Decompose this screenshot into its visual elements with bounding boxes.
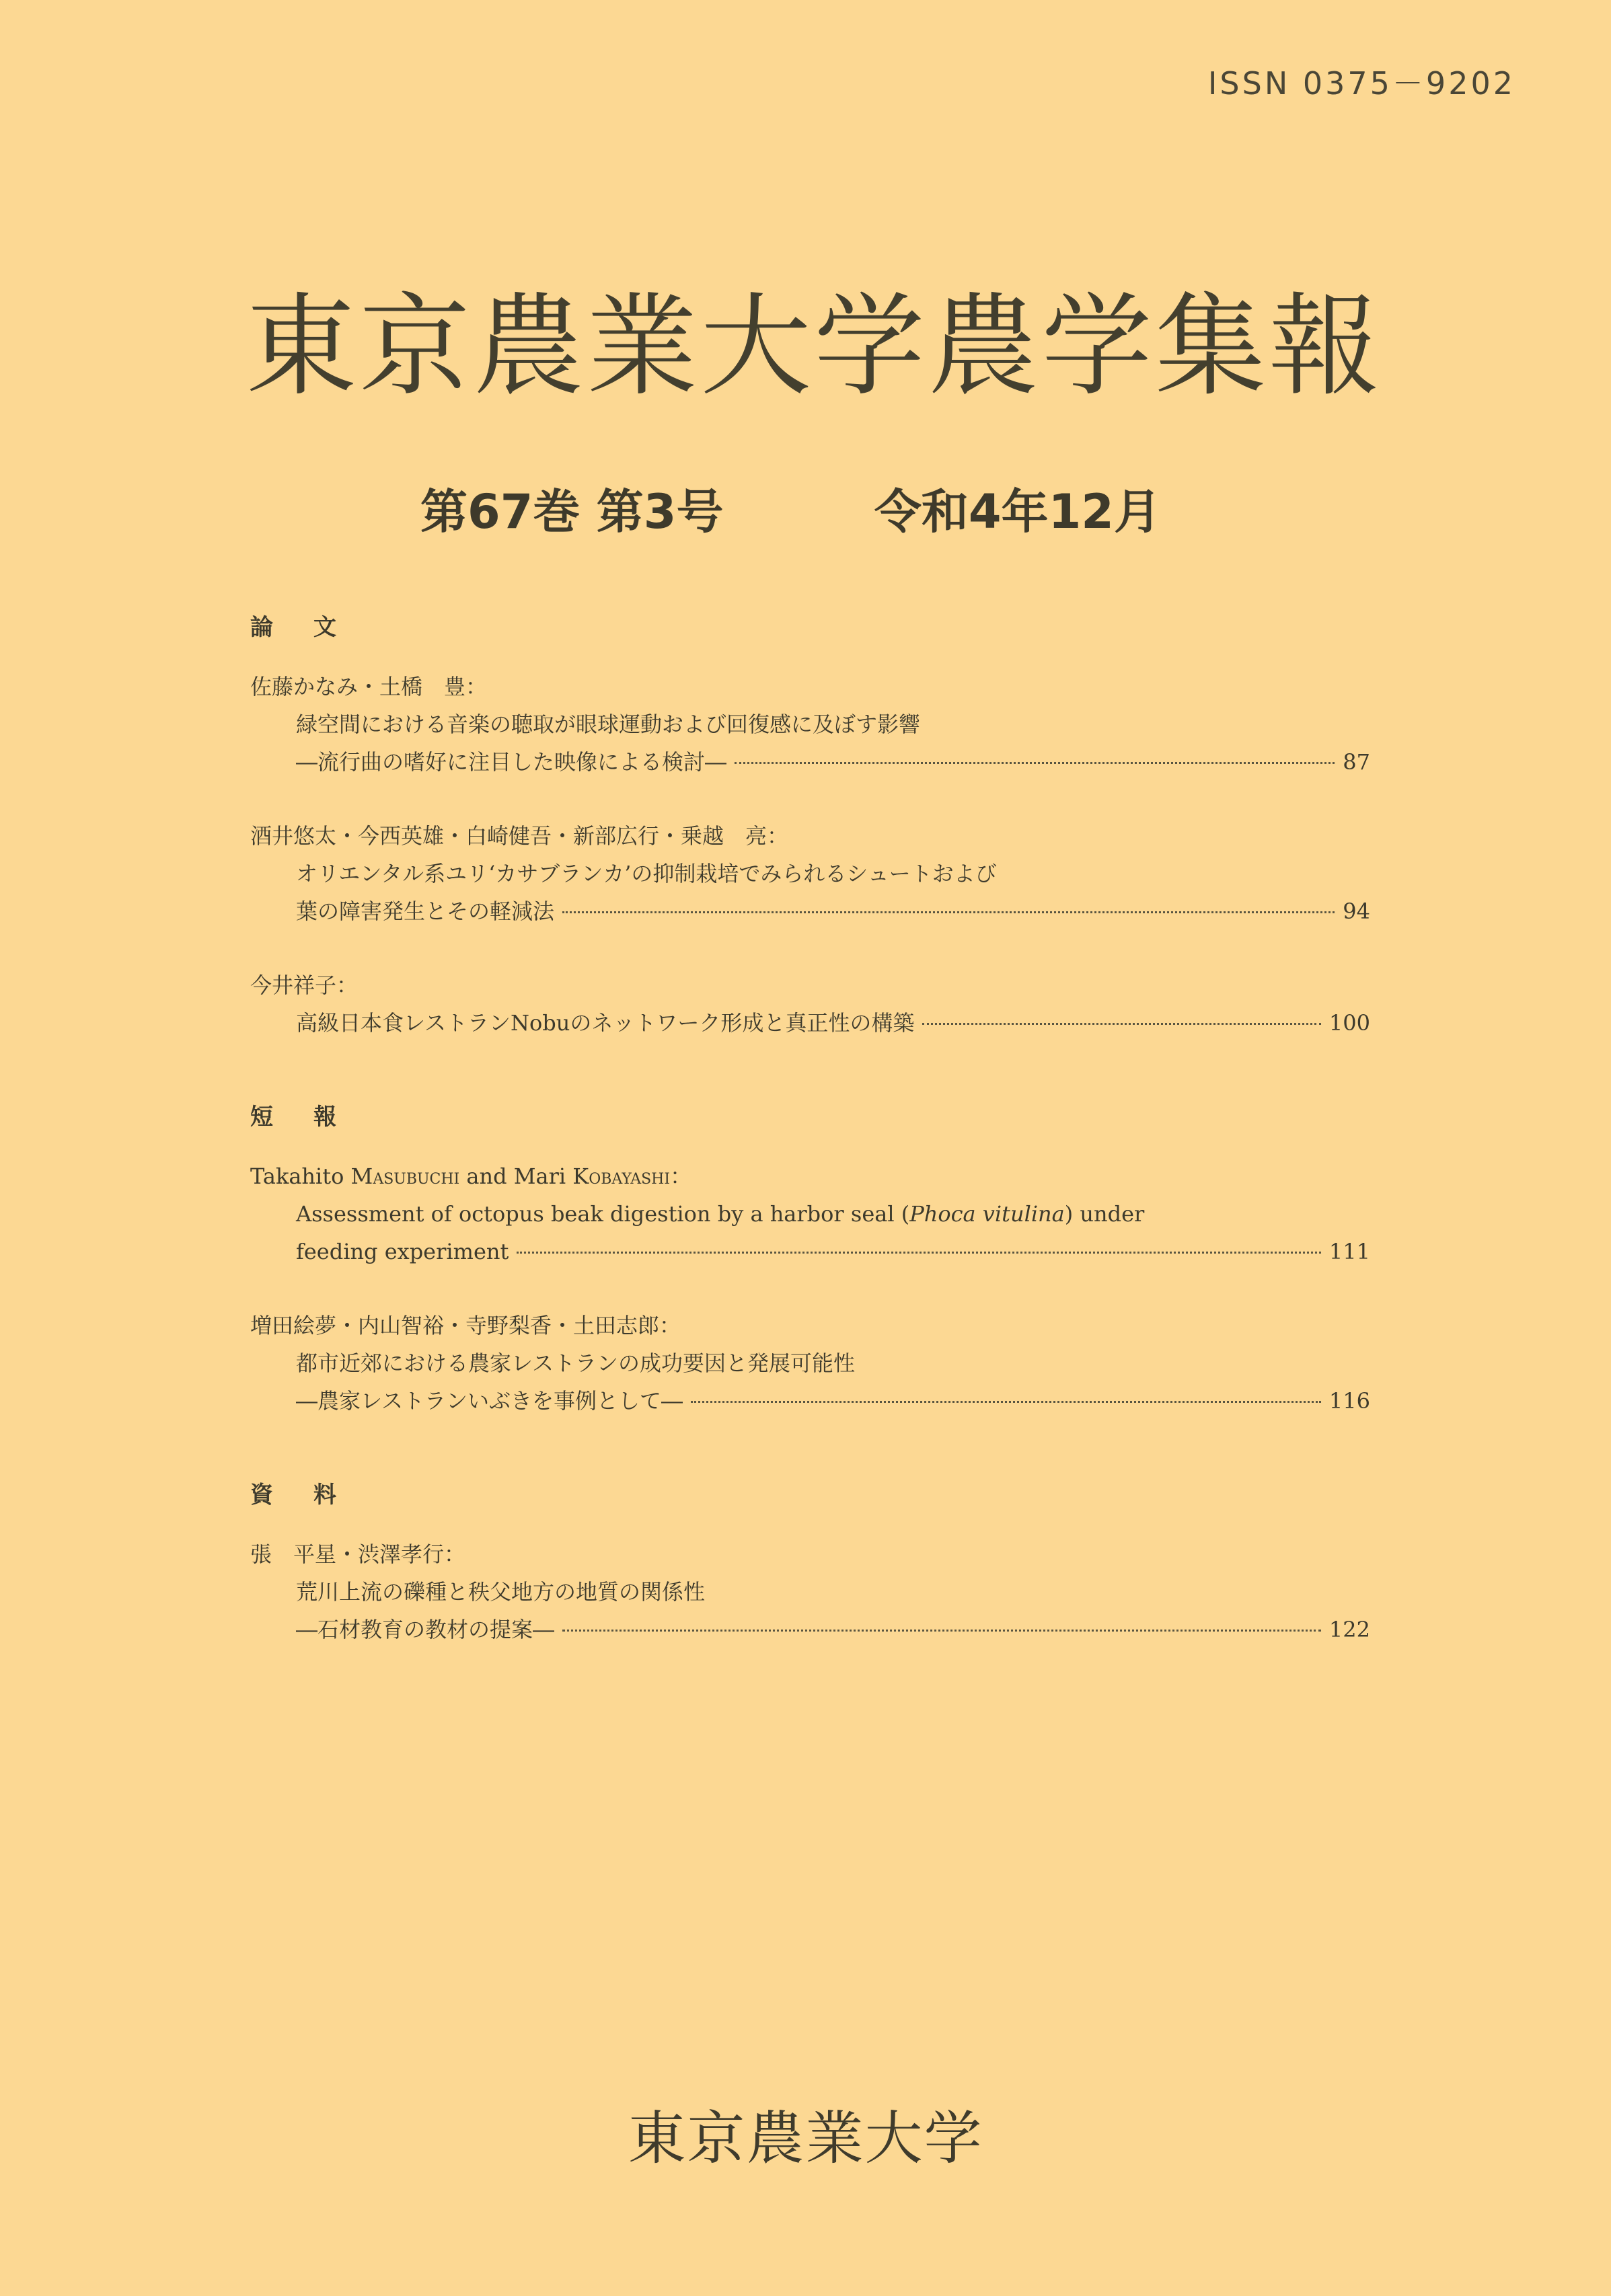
toc-entry — [250, 966, 1370, 1042]
entry-title-text: 葉の障害発生とその軽減法 — [296, 898, 555, 924]
dot-leader — [691, 1401, 1321, 1403]
section-heading-materials: 資料 — [250, 1482, 377, 1508]
entry-authors: 増田絵夢・内山智裕・寺野梨香・土田志郎： — [250, 1313, 681, 1338]
toc-entry — [250, 1535, 1370, 1648]
entry-title-text: ―流行曲の嗜好に注目した映像による検討― — [296, 749, 727, 775]
entry-title-line: 緑空間における音楽の聴取が眼球運動および回復感に及ぼす影響 — [296, 712, 921, 737]
author-family-name: Masubuchi — [350, 1163, 460, 1189]
entry-title-line: オリエンタル系ユリ‘カサブランカ’の抑制栽培でみられるシュートおよび — [296, 861, 997, 886]
toc-entry — [250, 1307, 1370, 1420]
entry-title-text: 高級日本食レストランNobuのネットワーク形成と真正性の構築 — [296, 1010, 915, 1036]
entry-page-number: 100 — [1328, 1010, 1370, 1036]
entry-title-text: ―農家レストランいぶきを事例として― — [296, 1388, 683, 1414]
table-of-contents — [250, 609, 1370, 1685]
toc-entry — [250, 668, 1370, 781]
entry-title-text: ) under — [1064, 1201, 1145, 1227]
section-heading-short-reports: 短報 — [250, 1104, 377, 1131]
entry-authors: 張 平星・渋澤孝行： — [250, 1541, 466, 1567]
author-colon: ： — [670, 1163, 692, 1189]
entry-title-text: feeding experiment — [296, 1239, 509, 1264]
entry-authors — [250, 1157, 1370, 1195]
entry-title-line — [250, 892, 1370, 930]
dot-leader — [562, 911, 1335, 913]
author-given-name: Takahito — [250, 1163, 351, 1189]
entry-page-number: 116 — [1328, 1388, 1370, 1414]
entry-title-line: 荒川上流の礫種と秩父地方の地質の関係性 — [296, 1579, 706, 1605]
entry-authors: 佐藤かなみ・土橋 豊： — [250, 674, 488, 699]
author-given-name: Mari — [513, 1163, 573, 1189]
entry-authors: 酒井悠太・今西英雄・白崎健吾・新部広行・乗越 亮： — [250, 823, 789, 849]
volume-issue: 第67巻 第3号 — [420, 484, 724, 539]
entry-title-text: ―石材教育の教材の提案― — [296, 1617, 555, 1642]
entry-page-number: 122 — [1328, 1617, 1370, 1642]
species-name: Phoca vitulina — [909, 1201, 1065, 1227]
section-heading-articles: 論文 — [250, 614, 377, 641]
journal-title: 東京農業大学農学集報 — [246, 282, 1382, 411]
entry-title-line: 都市近郊における農家レストランの成功要因と発展可能性 — [296, 1350, 856, 1376]
entry-title-line — [250, 1233, 1370, 1270]
entry-page-number: 94 — [1343, 898, 1370, 924]
author-conjunction: and — [459, 1163, 514, 1189]
toc-entry — [250, 817, 1370, 930]
dot-leader — [922, 1023, 1321, 1025]
entry-title-line — [250, 1382, 1370, 1420]
entry-page-number: 111 — [1328, 1239, 1370, 1264]
author-family-name: Kobayashi — [572, 1163, 671, 1189]
dot-leader — [562, 1630, 1321, 1632]
dot-leader — [517, 1252, 1321, 1254]
publication-date: 令和4年12月 — [874, 484, 1161, 539]
volume-row — [420, 474, 1161, 542]
entry-title-line — [250, 743, 1370, 781]
entry-title-line — [250, 1004, 1370, 1042]
entry-title-text: Assessment of octopus beak digestion by a harbor seal ( — [296, 1201, 910, 1227]
publisher-name: 東京農業大学 — [628, 2105, 983, 2172]
entry-title-line — [250, 1195, 1370, 1233]
entry-page-number: 87 — [1343, 749, 1370, 775]
entry-title-line — [250, 1611, 1370, 1648]
issn-number: ISSN 0375－9202 — [1207, 65, 1515, 102]
dot-leader — [735, 762, 1335, 764]
toc-entry — [250, 1157, 1370, 1270]
entry-authors: 今井祥子： — [250, 972, 359, 998]
